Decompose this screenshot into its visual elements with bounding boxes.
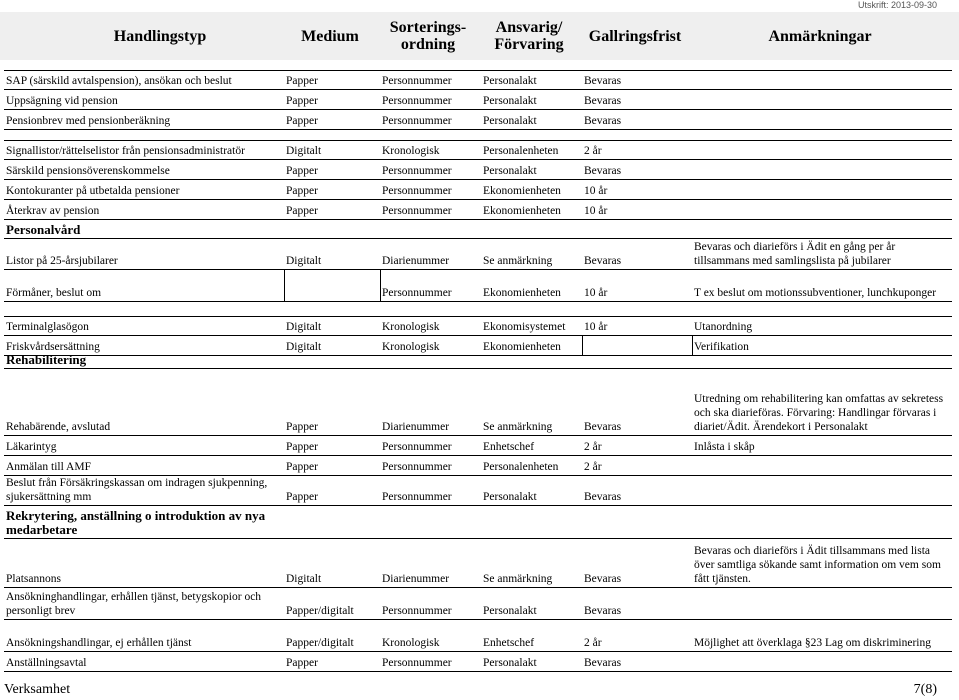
cell-gallringsfrist: 10 år xyxy=(584,287,608,299)
cell-ansvarig: Se anmärkning xyxy=(483,255,553,267)
cell-handlingstyp: Ansökninghandlingar, erhållen tjänst, betygskopior och personligt brev xyxy=(6,591,262,617)
cell-gallringsfrist: 10 år xyxy=(584,205,608,217)
cell-medium: Digitalt xyxy=(286,321,322,333)
header-medium: Medium xyxy=(301,27,359,45)
table-row xyxy=(4,368,952,436)
cell-gallringsfrist: Bevaras xyxy=(584,573,622,585)
cell-gallringsfrist: Bevaras xyxy=(584,421,622,433)
page-number: 7(8) xyxy=(913,682,937,697)
cell-medium: Papper/digitalt xyxy=(286,605,354,617)
cell-handlingstyp: Anmälan till AMF xyxy=(6,461,91,473)
cell-sortering: Personnummer xyxy=(382,461,452,473)
header-ansvarig-forvaring: Ansvarig/ Förvaring xyxy=(494,19,564,53)
cell-handlingstyp: Platsannons xyxy=(6,573,61,585)
cell-medium: Papper xyxy=(286,421,318,433)
cell-handlingstyp: Ansökningshandlingar, ej erhållen tjänst xyxy=(6,637,192,649)
cell-handlingstyp: SAP (särskild avtalspension), ansökan och beslut xyxy=(6,75,232,87)
cell-ansvarig: Enhetschef xyxy=(483,637,535,649)
table-row xyxy=(4,538,952,588)
cell-gallringsfrist: 2 år xyxy=(584,145,602,157)
cell-gallringsfrist: Bevaras xyxy=(584,605,622,617)
table-row xyxy=(4,652,952,672)
cell-sortering: Personnummer xyxy=(382,287,452,299)
cell-gallringsfrist: 2 år xyxy=(584,441,602,453)
cell-ansvarig: Personalakt xyxy=(483,165,537,177)
table-row xyxy=(4,456,952,476)
cell-sortering: Kronologisk xyxy=(382,341,440,353)
cell-handlingstyp: Signallistor/rättelselistor från pensionsadministratör xyxy=(6,145,245,157)
table-row xyxy=(4,588,952,620)
cell-gallringsfrist: 10 år xyxy=(584,185,608,197)
cell-ansvarig: Personalakt xyxy=(483,75,537,87)
cell-gallringsfrist: 2 år xyxy=(584,461,602,473)
cell-handlingstyp: Listor på 25-årsjubilarer xyxy=(6,255,118,267)
table-row xyxy=(4,620,952,652)
cell-medium: Papper xyxy=(286,185,318,197)
cell-medium: Digitalt xyxy=(286,255,322,267)
cell-handlingstyp: Kontokuranter på utbetalda pensioner xyxy=(6,185,180,197)
cell-medium: Papper xyxy=(286,95,318,107)
table-row xyxy=(4,476,952,506)
table-row xyxy=(4,316,952,336)
cell-anmarkning: Bevaras och diarieförs i Ädit en gång per år tillsammans med samlingslista på jubilarer xyxy=(694,241,896,267)
cell-gallringsfrist: Bevaras xyxy=(584,95,622,107)
cell-medium: Papper xyxy=(286,205,318,217)
header-anmarkningar: Anmärkningar xyxy=(768,27,872,45)
cell-sortering: Personnummer xyxy=(382,605,452,617)
cell-sortering: Personnummer xyxy=(382,491,452,503)
cell-handlingstyp: Förmåner, beslut om xyxy=(6,287,102,299)
cell-medium: Papper xyxy=(286,491,318,503)
cell-medium: Digitalt xyxy=(286,145,322,157)
cell-gallringsfrist: Bevaras xyxy=(584,491,622,503)
cell-gallringsfrist: Bevaras xyxy=(584,115,622,127)
cell-ansvarig: Personalenheten xyxy=(483,461,559,473)
cell-gallringsfrist: 10 år xyxy=(584,321,608,333)
table-row xyxy=(4,160,952,180)
header-gallringsfrist: Gallringsfrist xyxy=(588,27,682,45)
cell-sortering: Personnummer xyxy=(382,441,452,453)
cell-ansvarig: Personalakt xyxy=(483,115,537,127)
table-row xyxy=(4,200,952,220)
table-row xyxy=(4,90,952,110)
cell-medium: Papper xyxy=(286,165,318,177)
table-row xyxy=(4,180,952,200)
cell-handlingstyp: Friskvårdsersättning xyxy=(6,341,100,353)
cell-anmarkning: Inlåsta i skåp xyxy=(694,441,755,453)
cell-gallringsfrist: Bevaras xyxy=(584,165,622,177)
cell-sortering: Personnummer xyxy=(382,75,452,87)
cell-sortering: Personnummer xyxy=(382,95,452,107)
cell-anmarkning: Utredning om rehabilitering kan omfattas av sekretess och ska diarieföras. Förvaring: Handlingar förvaras i diariet/Ädit. Ärendekort i Personalakt xyxy=(694,393,944,433)
cell-sortering: Diarienummer xyxy=(382,255,450,267)
section-heading-rekrytering: Rekrytering, anställning o introduktion av nya medarbetare xyxy=(6,508,266,537)
cell-ansvarig: Ekonomisystemet xyxy=(483,321,566,333)
cell-ansvarig: Personalakt xyxy=(483,605,537,617)
section-row xyxy=(4,506,952,538)
cell-gallringsfrist: Bevaras xyxy=(584,255,622,267)
cell-sortering: Kronologisk xyxy=(382,637,440,649)
cell-medium: Papper xyxy=(286,75,318,87)
cell-ansvarig: Ekonomienheten xyxy=(483,185,561,197)
cell-handlingstyp: Läkarintyg xyxy=(6,441,57,453)
cell-sortering: Personnummer xyxy=(382,115,452,127)
section-heading-personalvard: Personalvård xyxy=(6,222,81,237)
cell-medium: Papper/digitalt xyxy=(286,637,354,649)
cell-ansvarig: Ekonomienheten xyxy=(483,205,561,217)
table-row xyxy=(4,436,952,456)
header-sorteringsordning: Sorterings- ordning xyxy=(389,19,467,53)
cell-sortering: Personnummer xyxy=(382,165,452,177)
section-row xyxy=(4,352,952,368)
cell-ansvarig: Ekonomienheten xyxy=(483,287,561,299)
cell-medium: Digitalt xyxy=(286,573,322,585)
cell-sortering: Diarienummer xyxy=(382,421,450,433)
header-handlingstyp: Handlingstyp xyxy=(113,27,207,45)
cell-sortering: Kronologisk xyxy=(382,321,440,333)
cell-medium: Papper xyxy=(286,461,318,473)
footer-section-name: Verksamhet xyxy=(4,682,71,697)
cell-sortering: Personnummer xyxy=(382,205,452,217)
table-row xyxy=(4,140,952,160)
cell-handlingstyp: Särskild pensionsöverenskommelse xyxy=(6,165,170,177)
table-row xyxy=(4,70,952,90)
cell-handlingstyp: Anställningsavtal xyxy=(6,657,87,669)
cell-ansvarig: Enhetschef xyxy=(483,441,535,453)
cell-ansvarig: Se anmärkning xyxy=(483,421,553,433)
cell-anmarkning: Utanordning xyxy=(694,321,753,333)
table-header xyxy=(0,12,959,60)
section-row xyxy=(4,220,952,238)
cell-anmarkning: T ex beslut om motionssubventioner, lunchkuponger xyxy=(694,287,937,299)
cell-divider xyxy=(380,270,381,301)
cell-sortering: Personnummer xyxy=(382,657,452,669)
cell-handlingstyp: Beslut från Försäkringskassan om indragen sjukpenning, sjukersättning mm xyxy=(6,477,268,503)
table-row xyxy=(4,110,952,130)
cell-sortering: Diarienummer xyxy=(382,573,450,585)
cell-sortering: Personnummer xyxy=(382,185,452,197)
cell-ansvarig: Ekonomienheten xyxy=(483,341,561,353)
cell-ansvarig: Personalenheten xyxy=(483,145,559,157)
cell-handlingstyp: Uppsägning vid pension xyxy=(6,95,118,107)
cell-medium: Papper xyxy=(286,115,318,127)
cell-gallringsfrist: 2 år xyxy=(584,637,602,649)
cell-handlingstyp: Pensionbrev med pensionberäkning xyxy=(6,115,171,127)
cell-medium: Papper xyxy=(286,441,318,453)
cell-ansvarig: Personalakt xyxy=(483,657,537,669)
cell-handlingstyp: Återkrav av pension xyxy=(6,205,100,217)
cell-gallringsfrist: Bevaras xyxy=(584,657,622,669)
cell-gallringsfrist: Bevaras xyxy=(584,75,622,87)
cell-divider xyxy=(284,270,285,301)
cell-ansvarig: Personalakt xyxy=(483,491,537,503)
table-row xyxy=(4,270,952,302)
cell-anmarkning: Möjlighet att överklaga §23 Lag om diskriminering xyxy=(694,637,931,649)
section-heading-rehabilitering: Rehabilitering xyxy=(6,352,87,367)
cell-ansvarig: Personalakt xyxy=(483,95,537,107)
print-stamp: Utskrift: 2013-09-30 xyxy=(857,0,937,10)
cell-anmarkning: Verifikation xyxy=(694,341,749,353)
cell-handlingstyp: Terminalglasögon xyxy=(6,321,89,333)
cell-sortering: Kronologisk xyxy=(382,145,440,157)
cell-handlingstyp: Rehabärende, avslutad xyxy=(6,421,111,433)
cell-medium: Digitalt xyxy=(286,341,322,353)
cell-medium: Papper xyxy=(286,657,318,669)
table-row xyxy=(4,238,952,270)
cell-anmarkning: Bevaras och diarieförs i Ädit tillsammans med lista över samtliga sökande samt information om vem som fått tjänsten. xyxy=(694,545,941,585)
cell-ansvarig: Se anmärkning xyxy=(483,573,553,585)
